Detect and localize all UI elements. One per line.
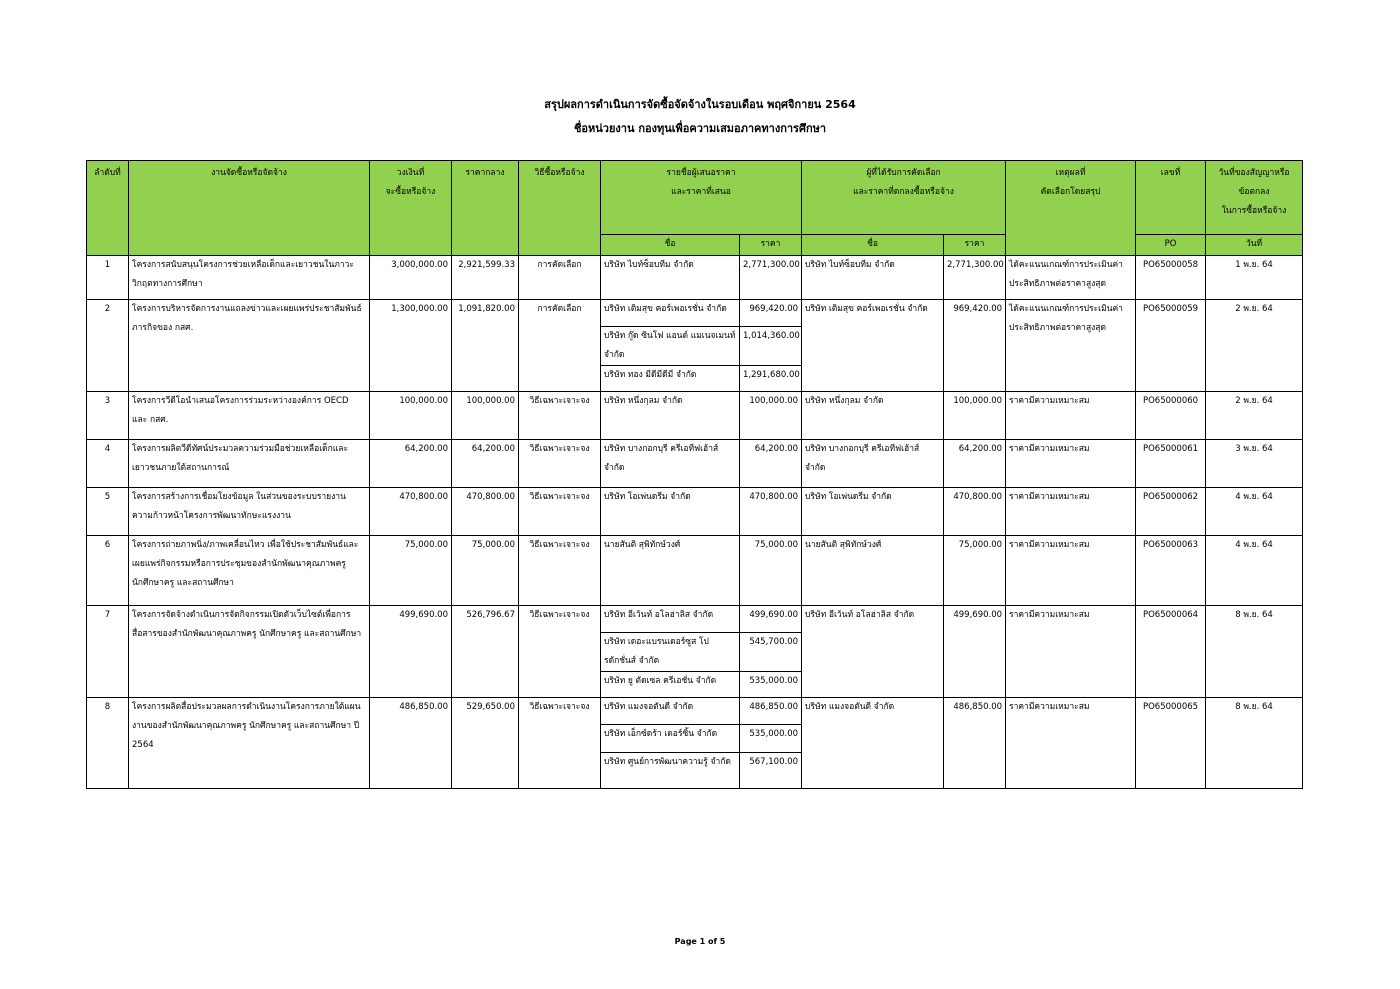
row-po: PO65000064 <box>1136 606 1206 698</box>
table-row <box>87 606 1303 633</box>
winner-price: 64,200.00 <box>944 440 1006 488</box>
row-date: 1 พ.ย. 64 <box>1206 256 1303 300</box>
bidder-price: 1,014,360.00 <box>740 327 802 366</box>
row-method: วิธีเฉพาะเจาะจง <box>519 488 601 536</box>
row-po: PO65000063 <box>1136 536 1206 606</box>
bidder-name: บริษัท เดอะแบรนเดอร์ซูส โปรดักชั่นส์ จำกัด <box>601 633 740 672</box>
row-median: 64,200.00 <box>452 440 519 488</box>
header-item: งานจัดซื้อหรือจัดจ้าง <box>129 161 370 256</box>
page-number: Page 1 of 5 <box>674 937 726 946</box>
row-po: PO65000062 <box>1136 488 1206 536</box>
header-median-price: ราคากลาง <box>452 161 519 256</box>
row-po: PO65000059 <box>1136 300 1206 392</box>
bidder-name: บริษัท หนึ่งกุลม จำกัด <box>601 392 740 440</box>
row-median: 2,921,599.33 <box>452 256 519 300</box>
bidder-price: 64,200.00 <box>740 440 802 488</box>
row-item: โครงการสนับสนุนโครงการช่วยเหลือเด็กและเยาวชนในภาวะวิกฤตทางการศึกษา <box>129 256 370 300</box>
header-reason: เหตุผลที่ คัดเลือกโดยสรุป <box>1006 161 1136 256</box>
row-date: 3 พ.ย. 64 <box>1206 440 1303 488</box>
row-method: วิธีเฉพาะเจาะจง <box>519 606 601 698</box>
winner-name: บริษัท บางกอกบุรี ครีเอทีฟเฮ้าส์ จำกัด <box>802 440 944 488</box>
header-budget: วงเงินที่ จะซื้อหรือจ้าง <box>370 161 452 256</box>
header-winner-name: ชื่อ <box>802 235 944 256</box>
bidder-price: 470,800.00 <box>740 488 802 536</box>
winner-price: 75,000.00 <box>944 536 1006 606</box>
header-doc-no: เลขที่ <box>1136 161 1206 235</box>
row-median: 529,650.00 <box>452 698 519 789</box>
row-date: 2 พ.ย. 64 <box>1206 300 1303 392</box>
row-budget: 499,690.00 <box>370 606 452 698</box>
row-item: โครงการวีดีโอนำเสนอโครงการร่วมระหว่างองค์การ OECD และ กสศ. <box>129 392 370 440</box>
winner-name: บริษัท โอเพ่นดรีม จำกัด <box>802 488 944 536</box>
row-method: วิธีเฉพาะเจาะจง <box>519 698 601 789</box>
bidder-name: บริษัท อีเว้นท์ อโลฮ่าลิส จำกัด <box>601 606 740 633</box>
row-no: 8 <box>87 698 129 789</box>
row-date: 2 พ.ย. 64 <box>1206 392 1303 440</box>
table-row <box>87 698 1303 725</box>
bidder-name: บริษัท แมงจอตันดี จำกัด <box>601 698 740 725</box>
row-date: 4 พ.ย. 64 <box>1206 536 1303 606</box>
row-budget: 486,850.00 <box>370 698 452 789</box>
row-item: โครงการผลิตสื่อประมวลผลการดำเนินงานโครงการภายใต้แผนงานของสำนักพัฒนาคุณภาพครู นักศึกษาครู และสถานศึกษา ปี 2564 <box>129 698 370 789</box>
bidder-name: บริษัท กู๊ด ซินโฟ แอนด์ แมเนจเมนท์ จำกัด <box>601 327 740 366</box>
bidder-price: 535,000.00 <box>740 725 802 753</box>
bidder-name: บริษัท บางกอกบุรี ครีเอทีฟเฮ้าส์ จำกัด <box>601 440 740 488</box>
row-po: PO65000065 <box>1136 698 1206 789</box>
header-bidders: รายชื่อผู้เสนอราคา และราคาที่เสนอ <box>601 161 802 235</box>
row-reason: ราคามีความเหมาะสม <box>1006 536 1136 606</box>
row-budget: 1,300,000.00 <box>370 300 452 392</box>
bidder-price: 486,850.00 <box>740 698 802 725</box>
row-po: PO65000060 <box>1136 392 1206 440</box>
row-no: 7 <box>87 606 129 698</box>
header-date: วันที่ <box>1206 235 1303 256</box>
row-no: 4 <box>87 440 129 488</box>
row-reason: ราคามีความเหมาะสม <box>1006 488 1136 536</box>
row-budget: 3,000,000.00 <box>370 256 452 300</box>
row-reason: ราคามีความเหมาะสม <box>1006 392 1136 440</box>
table-row <box>87 300 1303 327</box>
bidder-name: บริษัท ยู ตัดเซล ครีเอชั่น จำกัด <box>601 672 740 698</box>
winner-name: นายสันติ สุพิทักษ์วงศ์ <box>802 536 944 606</box>
row-budget: 470,800.00 <box>370 488 452 536</box>
bidder-name: บริษัท เติมสุข คอร์เพอเรชั่น จำกัด <box>601 300 740 327</box>
agency-name: ชื่อหน่วยงาน กองทุนเพื่อความเสมอภาคทางการศึกษา <box>573 122 827 135</box>
row-item: โครงการบริหารจัดการงานแถลงข่าวและเผยแพร่ประชาสัมพันธ์ภารกิจของ กสศ. <box>129 300 370 392</box>
row-method: วิธีเฉพาะเจาะจง <box>519 392 601 440</box>
table-row <box>87 488 1303 536</box>
bidder-name: บริษัท ศูนย์การพัฒนาความรู้ จำกัด <box>601 753 740 789</box>
row-item: โครงการสร้างการเชื่อมโยงข้อมูล ในส่วนของระบบรายงานความก้าวหน้าโครงการพัฒนาทักษะแรงงาน <box>129 488 370 536</box>
table-row <box>87 440 1303 488</box>
row-median: 75,000.00 <box>452 536 519 606</box>
row-method: วิธีเฉพาะเจาะจง <box>519 440 601 488</box>
table-row <box>87 536 1303 606</box>
winner-price: 499,690.00 <box>944 606 1006 698</box>
row-median: 1,091,820.00 <box>452 300 519 392</box>
header-bidder-name: ชื่อ <box>601 235 740 256</box>
row-po: PO65000058 <box>1136 256 1206 300</box>
row-no: 6 <box>87 536 129 606</box>
row-date: 8 พ.ย. 64 <box>1206 606 1303 698</box>
winner-price: 2,771,300.00 <box>944 256 1006 300</box>
bidder-price: 969,420.00 <box>740 300 802 327</box>
row-budget: 64,200.00 <box>370 440 452 488</box>
table-row <box>87 256 1303 300</box>
header-bidder-price: ราคา <box>740 235 802 256</box>
row-budget: 100,000.00 <box>370 392 452 440</box>
row-no: 3 <box>87 392 129 440</box>
header-po: PO <box>1136 235 1206 256</box>
table-row <box>87 392 1303 440</box>
bidder-name: บริษัท ไบท์ซ็อบทีม จำกัด <box>601 256 740 300</box>
row-median: 470,800.00 <box>452 488 519 536</box>
winner-name: บริษัท เติมสุข คอร์เพอเรชั่น จำกัด <box>802 300 944 392</box>
header-winner-price: ราคา <box>944 235 1006 256</box>
row-median: 100,000.00 <box>452 392 519 440</box>
row-method: วิธีเฉพาะเจาะจง <box>519 536 601 606</box>
row-median: 526,796.67 <box>452 606 519 698</box>
winner-price: 486,850.00 <box>944 698 1006 789</box>
bidder-price: 499,690.00 <box>740 606 802 633</box>
bidder-name: บริษัท เอ็กซ์ดร้า เดอร์ซิ้น จำกัด <box>601 725 740 753</box>
row-budget: 75,000.00 <box>370 536 452 606</box>
row-reason: ได้คะแนนเกณฑ์การประเมินค่าประสิทธิภาพต่อราคาสูงสุด <box>1006 256 1136 300</box>
procurement-table <box>86 160 1303 789</box>
bidder-name: บริษัท โอเพ่นดรีม จำกัด <box>601 488 740 536</box>
row-reason: ได้คะแนนเกณฑ์การประเมินค่าประสิทธิภาพต่อราคาสูงสุด <box>1006 300 1136 392</box>
winner-price: 969,420.00 <box>944 300 1006 392</box>
winner-name: บริษัท อีเว้นท์ อโลฮ่าลิส จำกัด <box>802 606 944 698</box>
winner-price: 470,800.00 <box>944 488 1006 536</box>
header-no: ลำดับที่ <box>87 161 129 256</box>
bidder-name: บริษัท ทอง มีดีมีดีมี จำกัด <box>601 366 740 392</box>
row-date: 8 พ.ย. 64 <box>1206 698 1303 789</box>
row-reason: ราคามีความเหมาะสม <box>1006 606 1136 698</box>
bidder-price: 1,291,680.00 <box>740 366 802 392</box>
bidder-price: 545,700.00 <box>740 633 802 672</box>
row-reason: ราคามีความเหมาะสม <box>1006 440 1136 488</box>
winner-name: บริษัท แมงจอตันดี จำกัด <box>802 698 944 789</box>
row-item: โครงการผลิตวีดีทัศน์ประมวลความร่วมมือช่วยเหลือเด็กและเยาวชนภายใต้สถานการณ์ <box>129 440 370 488</box>
bidder-price: 75,000.00 <box>740 536 802 606</box>
row-no: 5 <box>87 488 129 536</box>
row-no: 1 <box>87 256 129 300</box>
header-contract-date: วันที่ของสัญญาหรือ ข้อตกลง ในการซื้อหรือจ้าง <box>1206 161 1303 235</box>
winner-price: 100,000.00 <box>944 392 1006 440</box>
bidder-price: 535,000.00 <box>740 672 802 698</box>
row-method: การคัดเลือก <box>519 256 601 300</box>
row-item: โครงการจัดจ้างดำเนินการจัดกิจกรรมเปิดตัวเว็บไซต์เพื่อการสื่อสารของสำนักพัฒนาคุณภาพครู นักศึกษาครู และสถานศึกษา <box>129 606 370 698</box>
row-po: PO65000061 <box>1136 440 1206 488</box>
bidder-price: 100,000.00 <box>740 392 802 440</box>
winner-name: บริษัท ไบท์ซ็อบทีม จำกัด <box>802 256 944 300</box>
document-title: สรุปผลการดำเนินการจัดซื้อจัดจ้างในรอบเดือน พฤศจิกายน 2564 <box>544 98 856 111</box>
row-date: 4 พ.ย. 64 <box>1206 488 1303 536</box>
header-winner: ผู้ที่ได้รับการคัดเลือก และราคาที่ตกลงซื้อหรือจ้าง <box>802 161 1006 235</box>
bidder-name: นายสันติ สุพิทักษ์วงศ์ <box>601 536 740 606</box>
bidder-price: 2,771,300.00 <box>740 256 802 300</box>
row-method: การคัดเลือก <box>519 300 601 392</box>
bidder-price: 567,100.00 <box>740 753 802 789</box>
winner-name: บริษัท หนึ่งกุลม จำกัด <box>802 392 944 440</box>
row-no: 2 <box>87 300 129 392</box>
row-reason: ราคามีความเหมาะสม <box>1006 698 1136 789</box>
row-item: โครงการถ่ายภาพนิ่ง/ภาพเคลื่อนไหว เพื่อใช้ประชาสัมพันธ์และเผยแพร่กิจกรรมหรือการประชุมของสำนักพัฒนาคุณภาพครู นักศึกษาครู และสถานศึกษา <box>129 536 370 606</box>
header-method: วิธีซื้อหรือจ้าง <box>519 161 601 256</box>
